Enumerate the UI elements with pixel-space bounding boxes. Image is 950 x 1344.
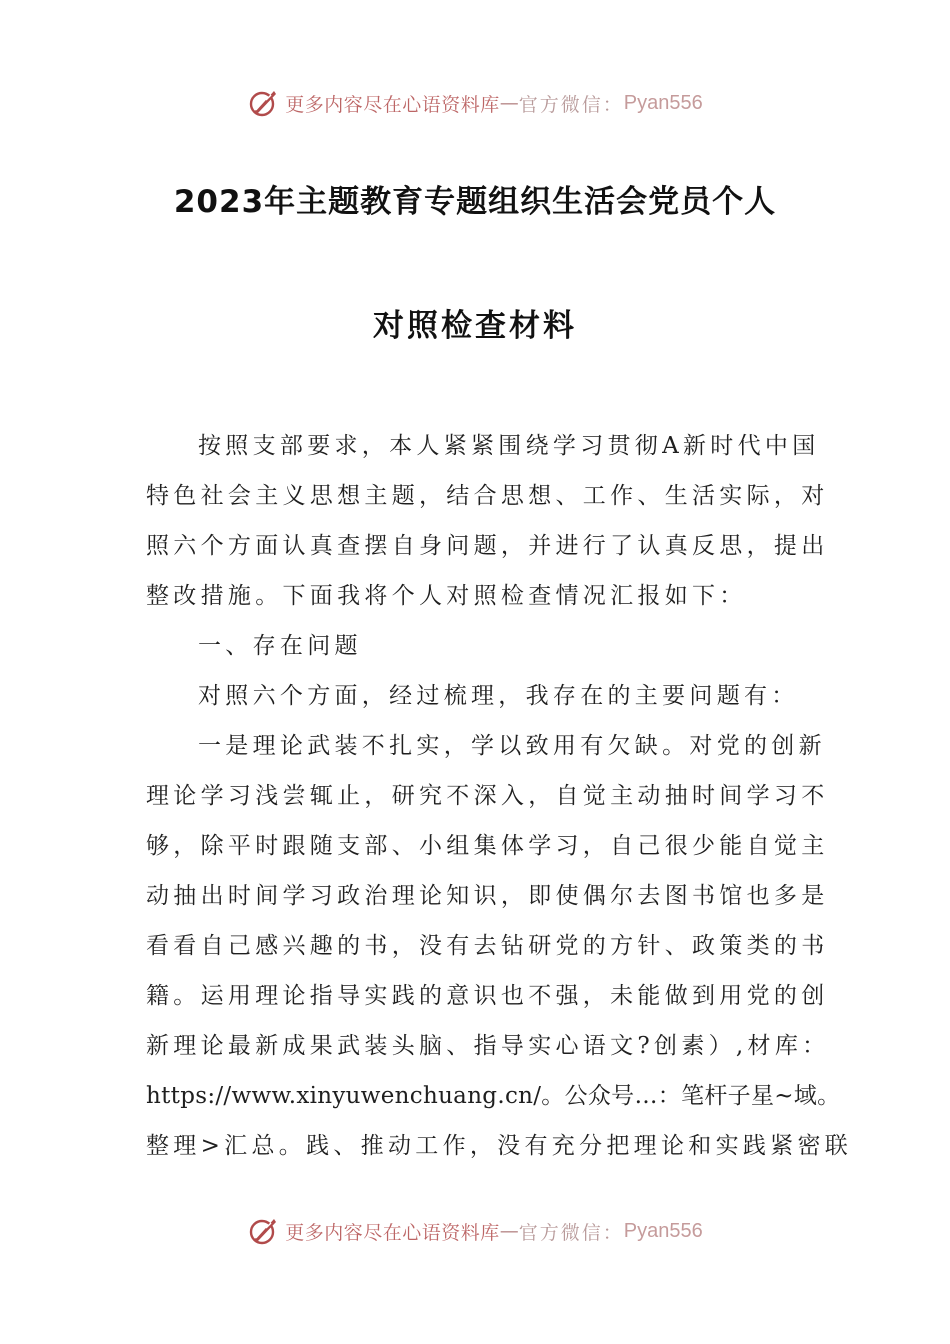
- watermark-wechat-id: Pyan556: [623, 91, 703, 114]
- body-line: 动抽出时间学习政治理论知识，即使偶尔去图书馆也多是: [146, 883, 829, 909]
- watermark-brand-text: 更多内容尽在心语资料库: [285, 93, 500, 116]
- watermark-wechat-label: 官方微信：: [518, 1221, 624, 1244]
- watermark-wechat-id: Pyan556: [623, 1219, 703, 1242]
- section-heading: 一、存在问题: [198, 633, 362, 659]
- body-line: 特色社会主义思想主题，结合思想、工作、生活实际，对: [146, 483, 829, 509]
- document-title-line-1: 2023年主题教育专题组织生活会党员个人: [173, 184, 777, 220]
- watermark-separator: —: [499, 92, 519, 114]
- body-line: 籍。运用理论指导实践的意识也不强，未能做到用党的创: [146, 983, 829, 1009]
- body-line: 整理>汇总。践、推动工作，没有充分把理论和实践紧密联: [146, 1133, 853, 1159]
- body-line: 理论学习浅尝辄止，研究不深入，自觉主动抽时间学习不: [146, 783, 829, 809]
- body-line: 新理论最新成果武装头脑、指导实心语文?创素）,材库：: [146, 1033, 830, 1059]
- body-line: 整改措施。下面我将个人对照检查情况汇报如下：: [146, 583, 747, 609]
- body-line: 照六个方面认真查摆自身问题，并进行了认真反思，提出: [146, 533, 829, 559]
- body-line: 够，除平时跟随支部、小组集体学习，自己很少能自觉主: [146, 833, 829, 859]
- body-line: 按照支部要求，本人紧紧围绕学习贯彻A新时代中国: [198, 433, 820, 459]
- watermark-wechat-label: 官方微信：: [518, 93, 624, 116]
- header-watermark: [0, 83, 950, 123]
- body-line: 一是理论武装不扎实，学以致用有欠缺。对党的创新: [198, 733, 826, 759]
- quill-logo-icon: [247, 1214, 281, 1248]
- quill-logo-icon: [247, 86, 281, 120]
- watermark-separator: —: [499, 1220, 519, 1242]
- document-title-line-2: 对照检查材料: [373, 308, 577, 344]
- body-line-url: https://www.xinyuwenchuang.cn/。公众号…：笔杆子星~域。: [146, 1083, 841, 1109]
- watermark-brand-text: 更多内容尽在心语资料库: [285, 1221, 500, 1244]
- body-line: 看看自己感兴趣的书，没有去钻研党的方针、政策类的书: [146, 933, 829, 959]
- footer-watermark: [0, 1211, 950, 1251]
- body-line: 对照六个方面，经过梳理，我存在的主要问题有：: [198, 683, 799, 709]
